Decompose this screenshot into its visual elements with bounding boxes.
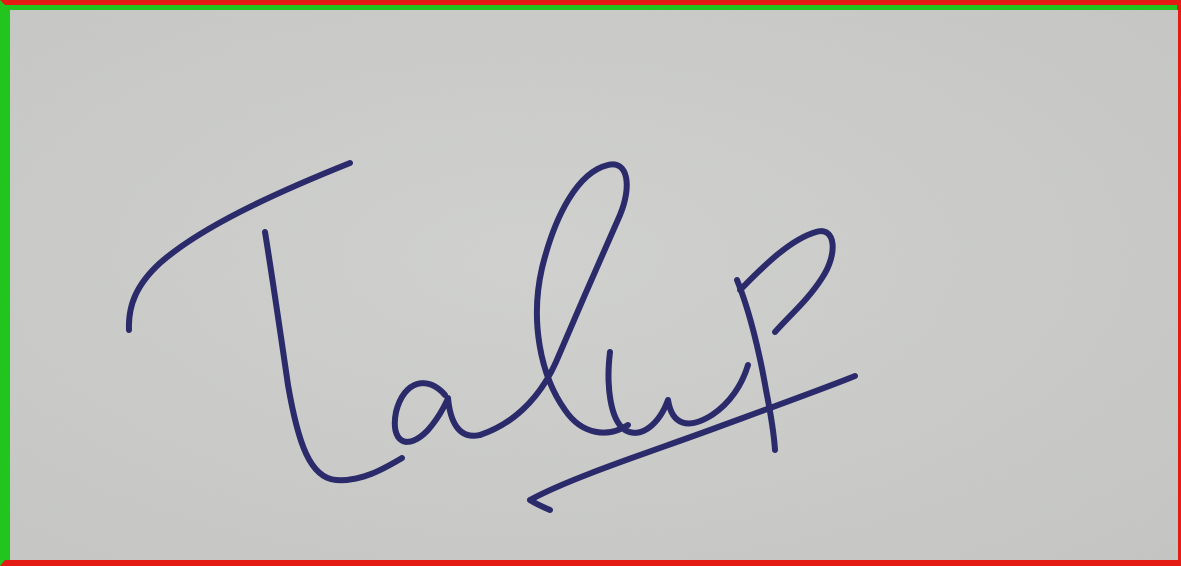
paper-texture: [10, 10, 1178, 560]
signature-canvas: [10, 10, 1178, 560]
paper-background: [10, 10, 1178, 560]
